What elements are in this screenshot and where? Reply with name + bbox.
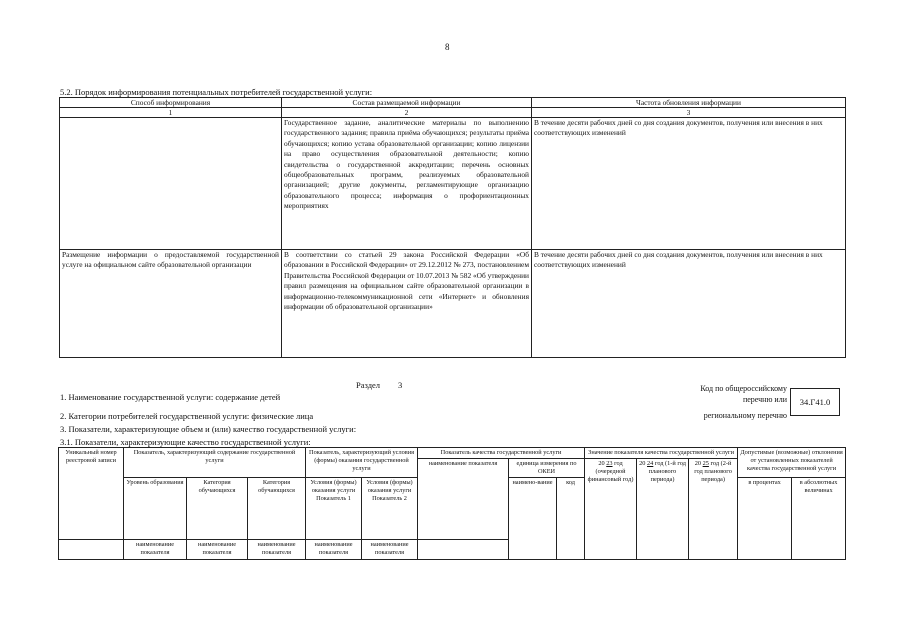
- quality-indicators-line: 3.1. Показатели, характеризующие качество государственной услуги:: [60, 437, 311, 447]
- col-unit-code: код: [557, 478, 585, 560]
- col-content-indicator: Показатель, характеризующий содержание государственной услуги: [124, 448, 306, 478]
- col-number: 1: [60, 108, 282, 118]
- row-empty: [59, 540, 124, 560]
- section-number: 3: [398, 380, 403, 390]
- consumer-category-line: 2. Категории потребителей государственной услуги: физические лица: [60, 411, 314, 421]
- col-indicator-values: Значение показателя качества государственной услуги: [585, 448, 738, 459]
- col-unique-number: Уникальный номер реестровой записи: [59, 448, 124, 540]
- col-name-label: наименование показателя: [187, 540, 248, 560]
- row-method: Размещение информации о предоставляемой государственной услуге на официальном сайте образовательной организации: [60, 250, 282, 358]
- table-row: [60, 250, 846, 358]
- col-unit: единица измерения по ОКЕИ: [509, 459, 585, 478]
- indicators-line: 3. Показатели, характеризующие объем и (или) качество государственной услуги:: [60, 424, 357, 434]
- col-number: 2: [282, 108, 532, 118]
- col-name-label: наименование показателя: [306, 540, 362, 560]
- col-deviation-percent: в процентах: [738, 478, 792, 560]
- table-row: [60, 118, 846, 250]
- col-quality-indicator: Показатель качества государственной услуги: [418, 448, 585, 459]
- col-conditions-indicator: Показатель, характеризующий условия (формы) оказания государственной услуги: [306, 448, 418, 478]
- row-frequency: В течение десяти рабочих дней со дня создания документов, получения или внесения в них соответствующих изменений: [532, 118, 846, 250]
- code-label-line: Код по общероссийскому: [700, 384, 787, 393]
- col-name-label: наименование показателя: [248, 540, 306, 560]
- col-year-2: 20 24 год (1-й год планового периода): [637, 459, 689, 560]
- col-allowed-deviations: Допустимые (возможные) отклонения от установленных показателей качества государственной услуги: [738, 448, 846, 478]
- header-frequency: Частота обновления информации: [532, 98, 846, 108]
- col-deviation-absolute: в абсолютных величинах: [792, 478, 846, 560]
- informing-table: [59, 97, 846, 358]
- quality-indicators-table: [58, 447, 846, 560]
- header-method: Способ информирования: [60, 98, 282, 108]
- col-unit-name: наимено-вание: [509, 478, 557, 560]
- col-condition-2: Условия (формы) оказания услуги Показатель 2: [362, 478, 418, 540]
- section-5-2-title: 5.2. Порядок информирования потенциальных потребителей государственной услуги:: [60, 87, 373, 97]
- col-number: 3: [532, 108, 846, 118]
- row-method: [60, 118, 282, 250]
- service-name-line: 1. Наименование государственной услуги: содержание детей: [60, 392, 281, 402]
- code-label-line: перечню или: [742, 394, 787, 404]
- col-year-3: 20 25 год (2-й год планового периода): [689, 459, 738, 560]
- code-label-line: региональному перечню: [703, 411, 787, 420]
- col-education-level: Уровень образования: [124, 478, 187, 540]
- col-quality-name: наименование показателя: [418, 459, 509, 540]
- page-number: 8: [445, 42, 450, 52]
- col-student-category-1: Категория обучающихся: [187, 478, 248, 540]
- row-content: В соответствии со статьей 29 закона Российской Федерации «Об образовании в Российской Федерации» от 29.12.2012 № 273, постановлением Правительства Российской Федерации от 10.07.2013 № 582 «Об утверждении правил размещения на официальном сайте образовательной организации в информационно-телекоммуникационной сети «Интернет» и обновления информации об образовательной организации»: [282, 250, 532, 358]
- section-heading: [356, 380, 402, 390]
- col-name-label: наименование показателя: [124, 540, 187, 560]
- code-label: [685, 384, 787, 422]
- col-condition-1: Условия (формы) оказания услуги Показатель 1: [306, 478, 362, 540]
- col-student-category-2: Категория обучающихся: [248, 478, 306, 540]
- row-frequency: В течение десяти рабочих дней со дня создания документов, получения или внесения в них соответствующих изменений: [532, 250, 846, 358]
- section-label: Раздел: [356, 380, 381, 390]
- code-value: 34.Г41.0: [799, 397, 831, 407]
- col-name-label: наименование показателя: [362, 540, 418, 560]
- row-content: Государственное задание, аналитические материалы по выполнению государственного задания; правила приёма обучающихся; результаты приёма обучающихся; копию устава образовательной организации; копию лицензии на право осуществления образовательной деятельности; копию свидетельства о государственной аккредитации; перечень основных общеобразовательных программ, реализуемых образовательной организацией; другие документы, регламентирующие организацию образовательного процесса; информация о профориентационных мероприятиях: [282, 118, 532, 250]
- col-year-1: 20 23 год (очередной финансовый год): [585, 459, 637, 560]
- row-empty: [418, 540, 509, 560]
- header-content: Состав размещаемой информации: [282, 98, 532, 108]
- code-value-box: [790, 388, 840, 416]
